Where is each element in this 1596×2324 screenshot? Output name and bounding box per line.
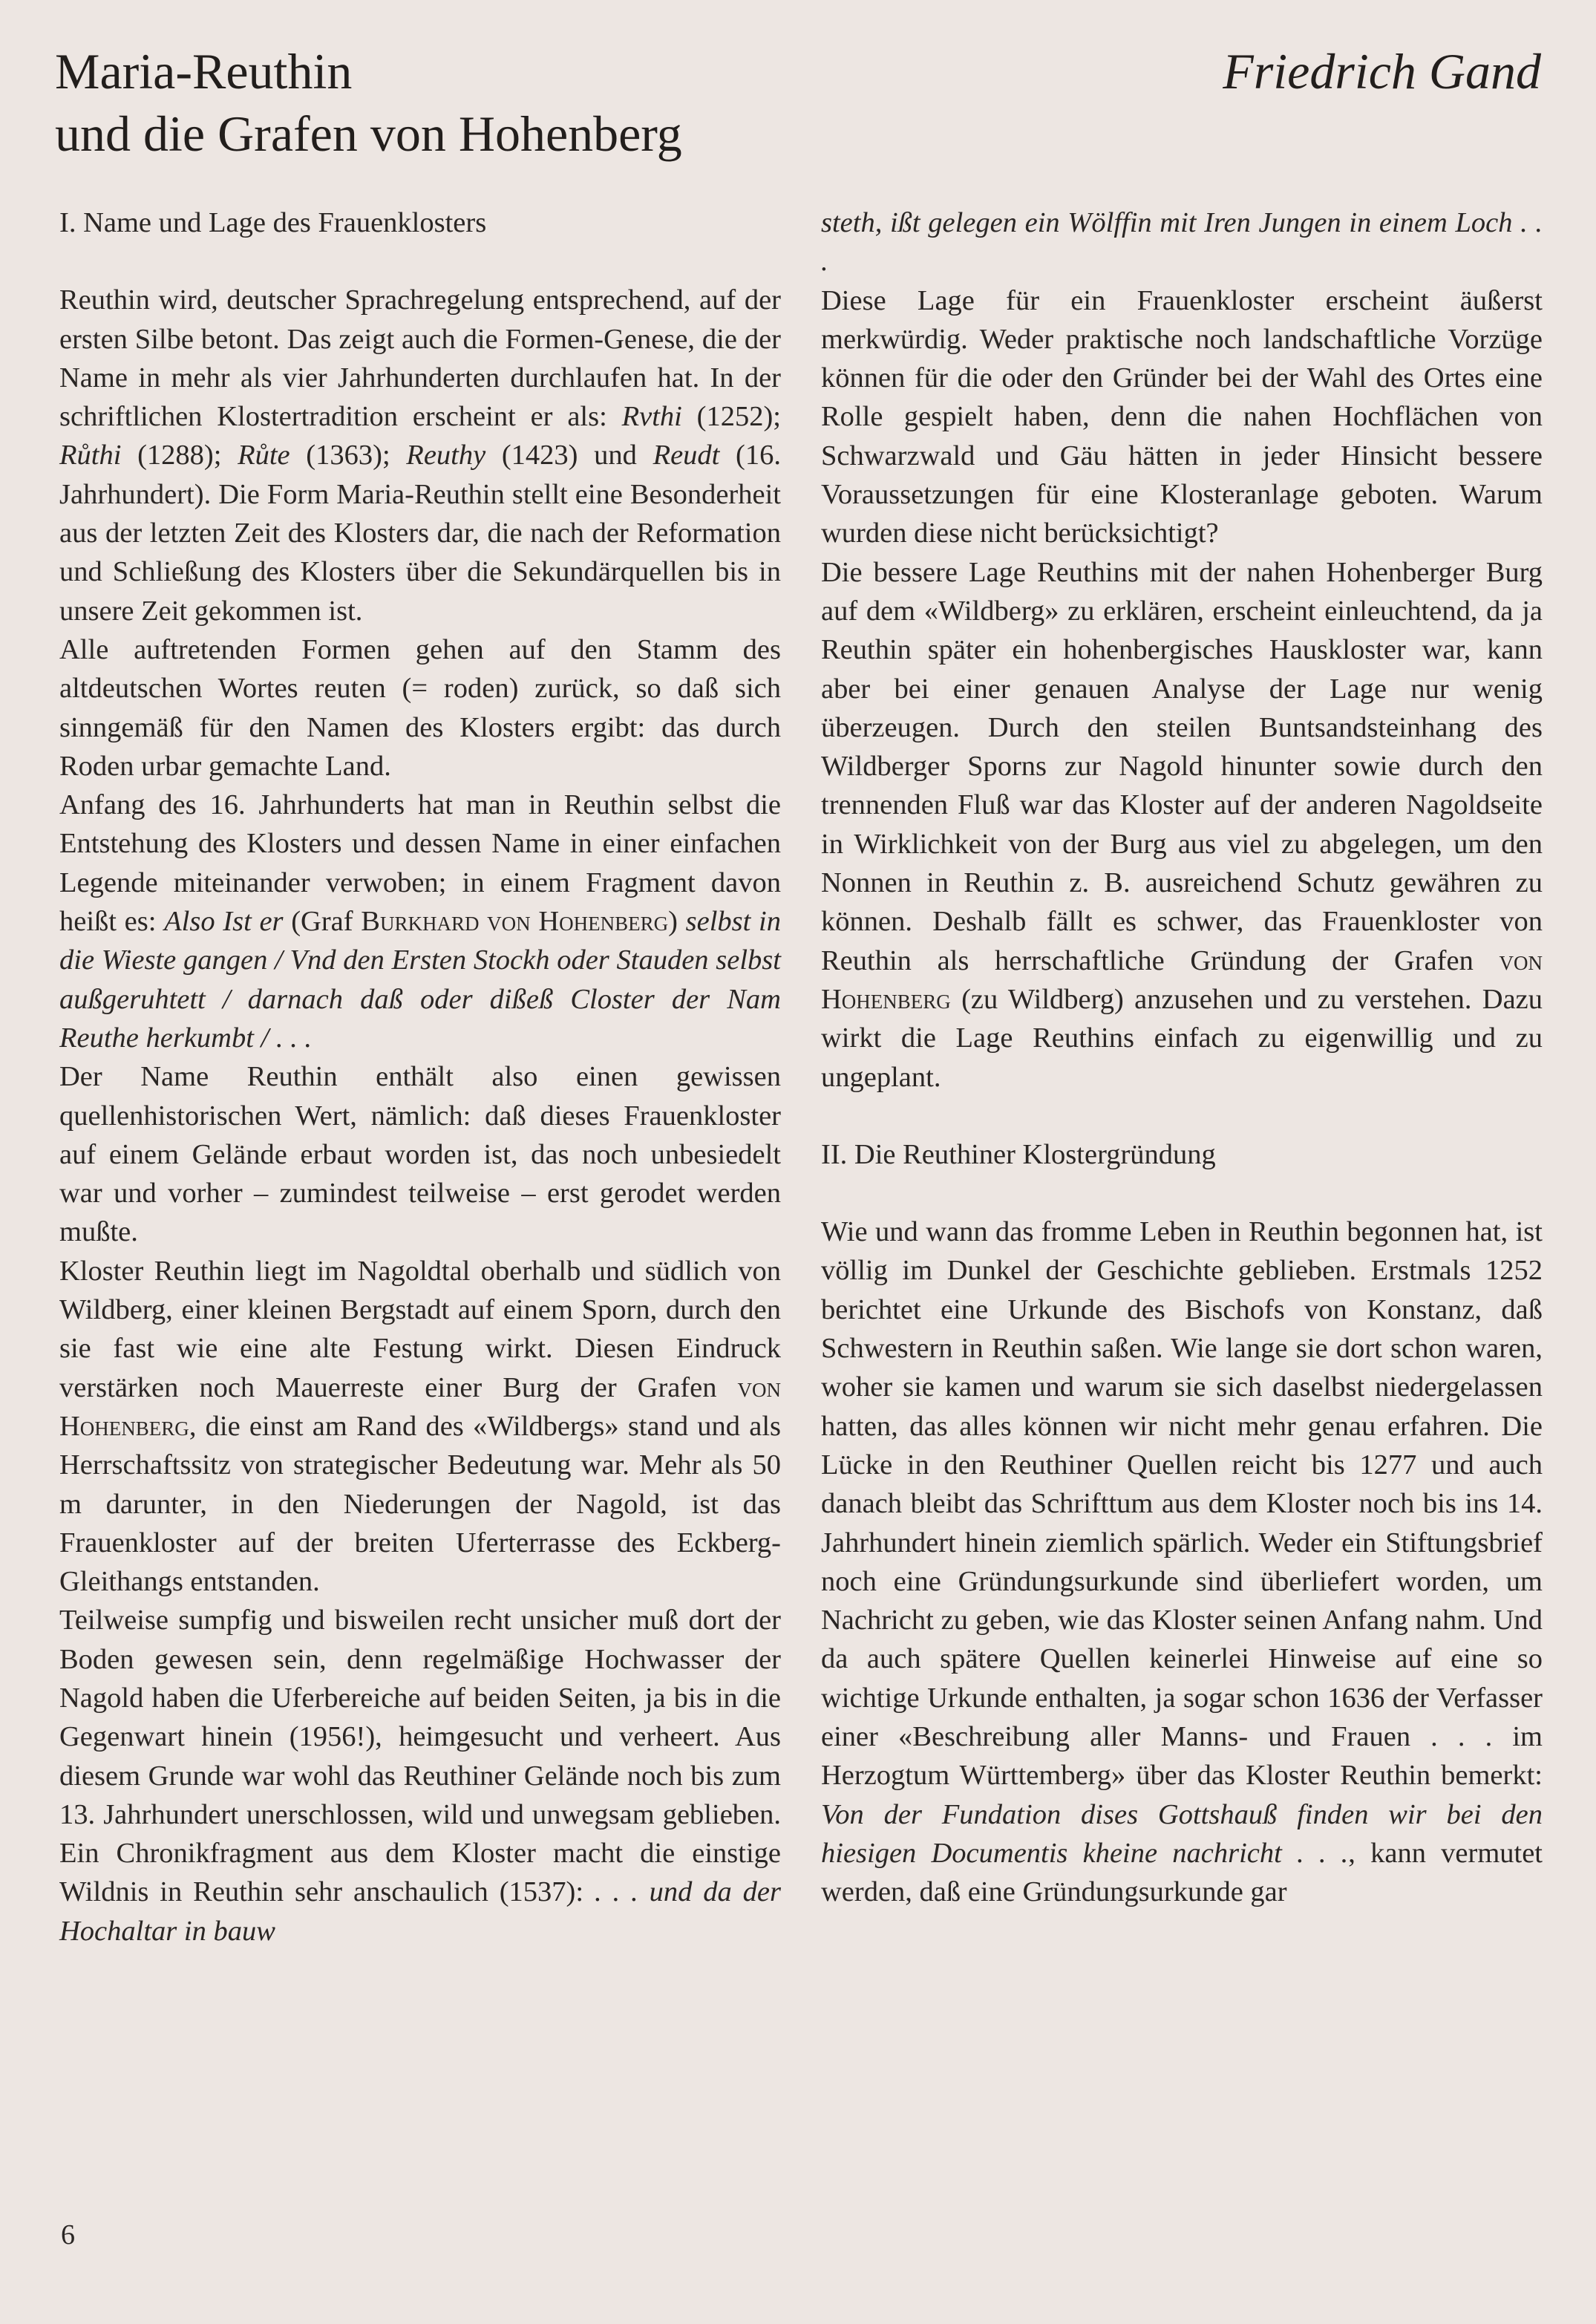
left-column bbox=[59, 203, 781, 1951]
paragraph: Die bessere Lage Reuthins mit der nahen Hohenberger Burg auf dem «Wildberg» zu erklären, erscheint einleuchtend, da ja Reuthin später ein hohenbergisches Hauskloster war, kann aber bei einer genauen Analyse der Lage nur wenig überzeugen. Durch den steilen Buntsandsteinhang des Wildberger Sporns zur Nagold hinunter sowie durch den trennenden Fluß war das Kloster auf der anderen Nagoldseite in Wirklichkeit von der Burg aus viel zu abgelegen, um den Nonnen in Reuthin z. B. ausreichend Schutz gewähren zu können. Deshalb fällt es schwer, das Frauenkloster von Reuthin als herrschaftliche Gründung der Grafen von Hohenberg (zu Wildberg) anzusehen und zu verstehen. Dazu wirkt die Lage Reuthins einfach zu eigenwillig und zu ungeplant. bbox=[821, 556, 1543, 1093]
right-column bbox=[821, 203, 1543, 1911]
paragraph: Diese Lage für ein Frauenkloster erscheint äußerst merkwürdig. Weder praktische noch landschaftliche Vorzüge können für die oder den Gründer bei der Wahl des Ortes eine Rolle gespielt haben, denn die nahen Hochflächen von Schwarzwald und Gäu hätten in jeder Hinsicht bessere Voraussetzungen für eine Klosteranlage geboten. Warum wurden diese nicht berücksichtigt? bbox=[821, 284, 1543, 549]
paragraph: Wie und wann das fromme Leben in Reuthin begonnen hat, ist völlig im Dunkel der Geschichte geblieben. Erstmals 1252 berichtet eine Urkunde des Bischofs von Konstanz, daß Schwestern in Reuthin saßen. Wie lange sie dort schon waren, woher sie kamen und warum sie sich daselbst niedergelassen hatten, das alles können wir nicht mehr genau erfahren. Die Lücke in den Reuthiner Quellen reicht bis 1277 und auch danach bleibt das Schrifttum aus dem Kloster noch bis ins 14. Jahrhundert hinein ziemlich spärlich. Weder ein Stiftungsbrief noch eine Gründungsurkunde sind überliefert worden, um Nachricht zu geben, wie das Kloster seinen Anfang nahm. Und da auch spätere Quellen keinerlei Hinweise auf eine so wichtige Urkunde enthalten, ja sogar schon 1636 der Verfasser einer «Beschreibung aller Manns- und Frauen . . . im Herzogtum Württemberg» über das Kloster Reuthin bemerkt: Von der Fundation dises Gottshauß finden wir bei den hiesigen Documentis kheine nachricht . . ., kann vermutet werden, daß eine Gründungsurkunde gar bbox=[821, 1216, 1543, 1908]
quote-continuation: steth, ißt gelegen ein Wölffin mit Iren Jungen in einem Loch . . . bbox=[821, 207, 1543, 278]
title-line-1: Maria-Reuthin bbox=[55, 43, 353, 99]
title-line-2: und die Grafen von Hohenberg bbox=[55, 105, 682, 162]
paragraph: Teilweise sumpfig und bisweilen recht unsicher muß dort der Boden gewesen sein, denn regelmäßige Hochwasser der Nagold haben die Uferbereiche auf beiden Seiten, ja bis in die Gegenwart hinein (1956!), heimgesucht und verheert. Aus diesem Grunde war wohl das Reuthiner Gelände noch bis zum 13. Jahrhundert unerschlossen, wild und unwegsam geblieben. Ein Chronikfragment aus dem Kloster macht die einstige Wildnis in Reuthin sehr anschaulich (1537): . . . und da der Hochaltar in bauw bbox=[59, 1605, 781, 1947]
paragraph: Anfang des 16. Jahrhunderts hat man in Reuthin selbst die Entstehung des Klosters und dessen Name in einer einfachen Legende miteinander verwoben; in einem Fragment davon heißt es: Also Ist er (Graf Burkhard von Hohenberg) selbst in die Wieste gangen / Vnd den Ersten Stockh oder Stauden selbst außgeruhtett / darnach daß oder dißeß Closter der Nam Reuthe herkumbt / . . . bbox=[59, 789, 781, 1054]
paragraph: Alle auftretenden Formen gehen auf den Stamm des altdeutschen Wortes reuten (= roden) zurück, so daß sich sinngemäß für den Namen des Klosters ergibt: das durch Roden urbar gemachte Land. bbox=[59, 633, 781, 782]
page-number: 6 bbox=[61, 2219, 75, 2250]
author-name: Friedrich Gand bbox=[1223, 43, 1541, 99]
section-heading-2: II. Die Reuthiner Klostergründung bbox=[821, 1138, 1216, 1170]
paragraph: Der Name Reuthin enthält also einen gewissen quellenhistorischen Wert, nämlich: daß dieses Frauenkloster auf einem Gelände erbaut worden ist, das noch unbesiedelt war und vorher – zumindest teilweise – erst gerodet werden mußte. bbox=[59, 1061, 781, 1248]
paragraph: Reuthin wird, deutscher Sprachregelung entsprechend, auf der ersten Silbe betont. Das zeigt auch die Formen-Genese, die der Name in mehr als vier Jahrhunderten durchlaufen hat. In der schriftlichen Klostertradition erscheint er als: Rvthi (1252); Růthi (1288); Růte (1363); Reuthy (1423) und Reudt (16. Jahrhundert). Die Form Maria-Reuthin stellt eine Besonderheit aus der letzten Zeit des Klosters dar, die nach der Reformation und Schließung des Klosters über die Sekundärquellen bis in unsere Zeit gekommen ist. bbox=[59, 284, 781, 627]
article-title bbox=[55, 40, 682, 165]
section-heading-1: I. Name und Lage des Frauenklosters bbox=[59, 207, 487, 238]
paragraph: Kloster Reuthin liegt im Nagoldtal oberhalb und südlich von Wildberg, einer kleinen Bergstadt auf einem Sporn, durch den sie fast wie eine alte Festung wirkt. Diesen Eindruck verstärken noch Mauerreste einer Burg der Grafen von Hohenberg, die einst am Rand des «Wildbergs» stand und als Herrschaftssitz von strategischer Bedeutung war. Mehr als 50 m darunter, in den Niederungen der Nagold, ist das Frauenkloster auf der breiten Uferterrasse des Eckberg-Gleithangs entstanden. bbox=[59, 1255, 781, 1598]
